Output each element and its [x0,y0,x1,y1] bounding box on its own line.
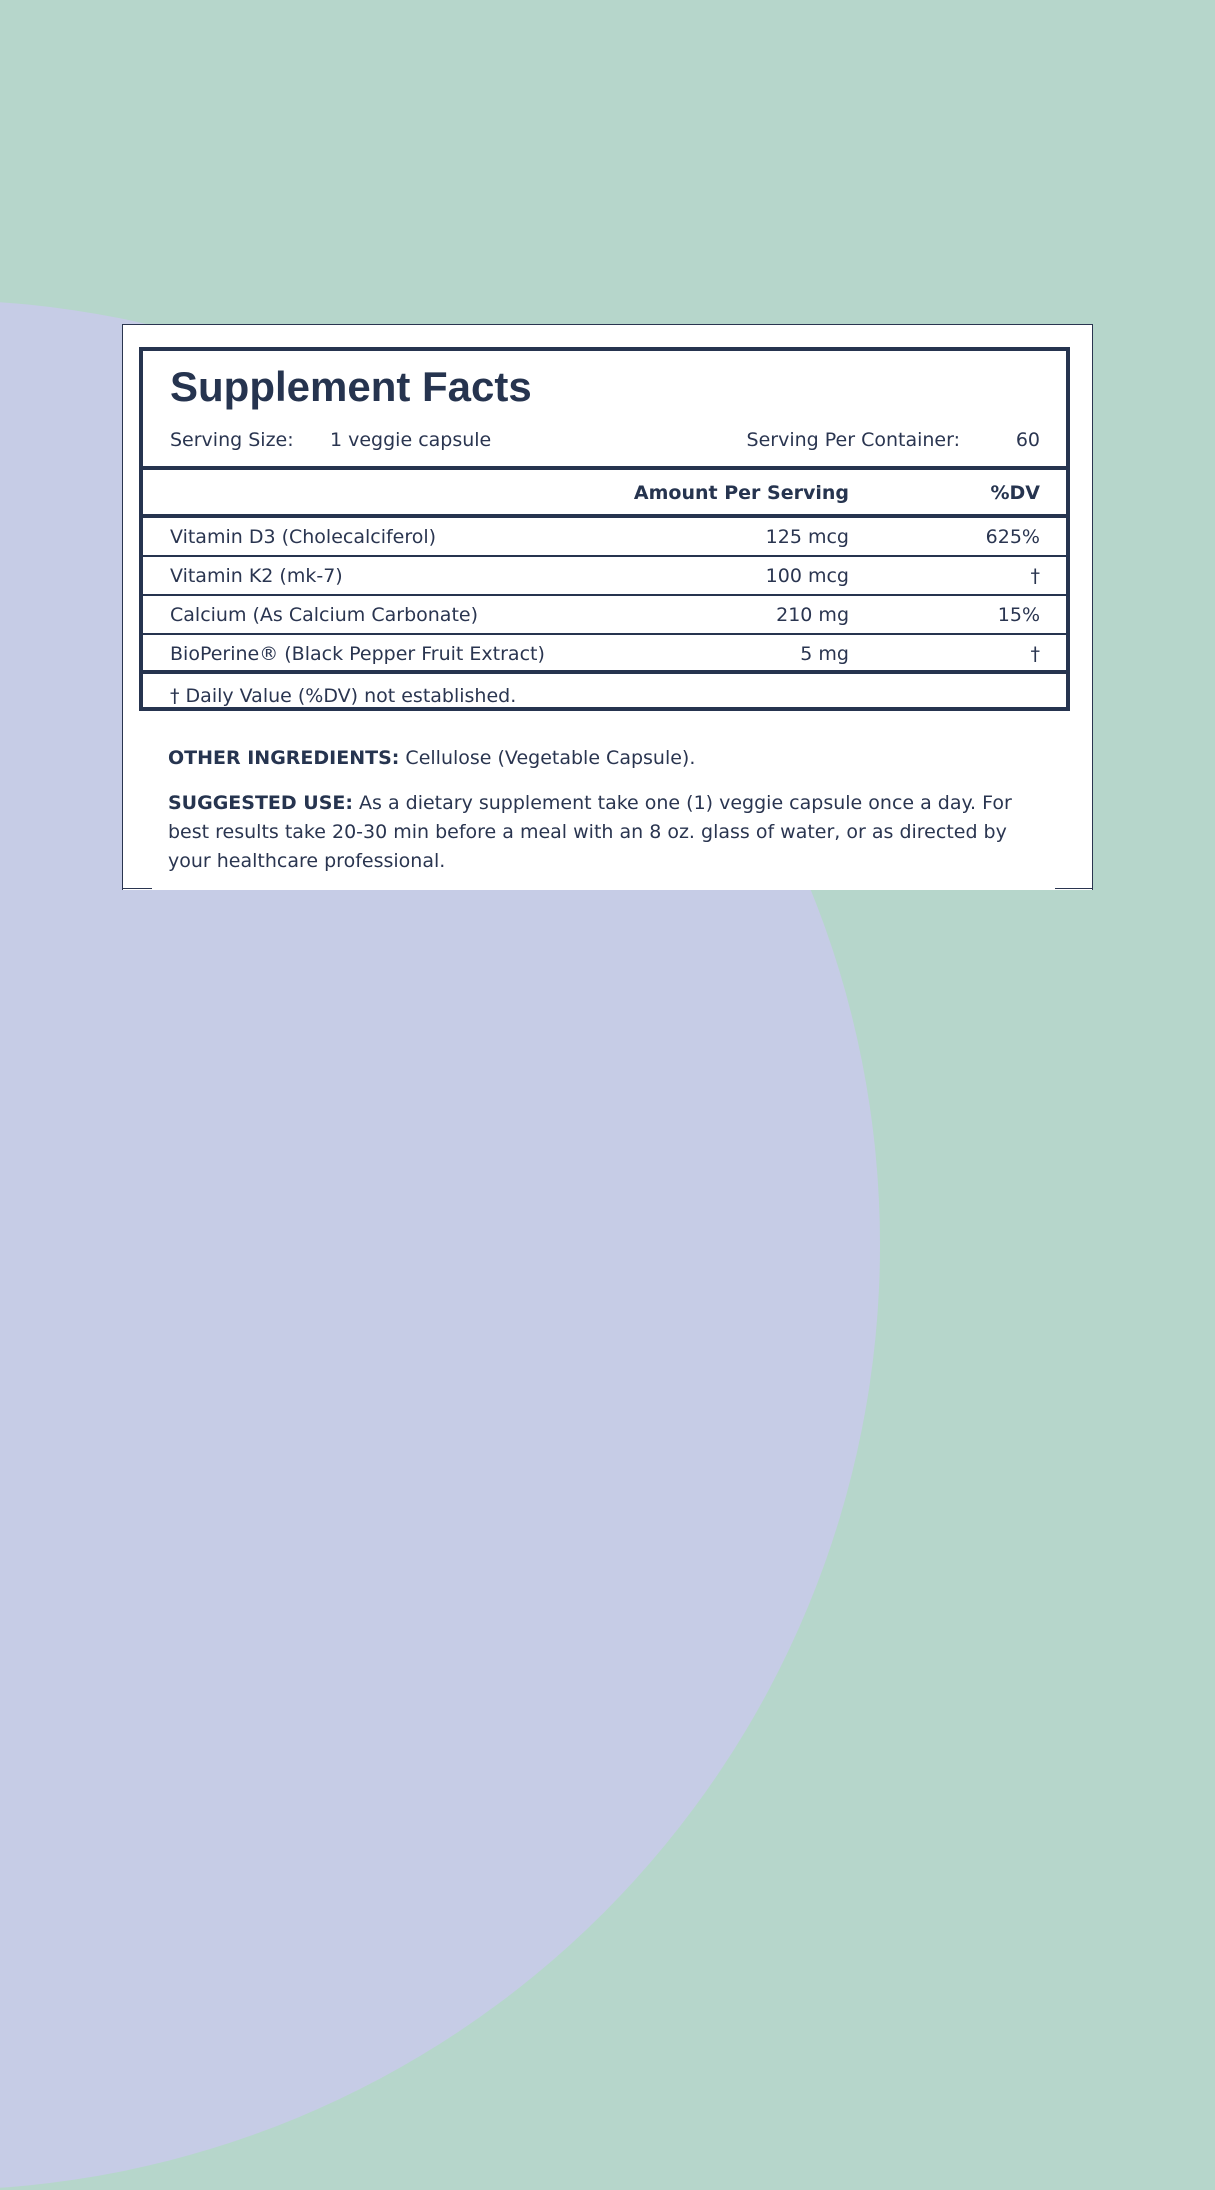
ingredient-amount: 125 mcg [765,526,849,548]
servings-per-container-value: 60 [1015,429,1040,451]
ingredient-name: BioPerine® (Black Pepper Fruit Extract) [170,643,545,665]
panel-title: Supplement Facts [170,363,532,410]
ingredient-dv: 625% [985,526,1040,548]
card-bottom-edge-right [1055,888,1093,889]
ingredient-amount: 100 mcg [765,565,849,587]
ingredient-dv: † [1030,565,1040,587]
suggested-use [168,789,1048,876]
ingredient-amount: 5 mg [800,643,849,665]
table-row [143,635,1066,674]
other-ingredients [168,744,1048,773]
table-row [143,596,1066,635]
ingredient-name: Calcium (As Calcium Carbonate) [170,604,478,626]
serving-size-value: 1 veggie capsule [330,429,492,451]
other-ingredients-label: OTHER INGREDIENTS: [168,747,400,769]
serving-size-label: Serving Size: [170,429,294,451]
table-header [143,466,1066,518]
servings-per-container-label: Serving Per Container: [746,429,960,451]
ingredient-name: Vitamin K2 (mk-7) [170,565,343,587]
table-row [143,557,1066,596]
other-ingredients-text: Cellulose (Vegetable Capsule). [399,747,696,769]
ingredient-amount: 210 mg [776,604,849,626]
column-header-dv: %DV [990,482,1040,504]
table-row [143,518,1066,557]
supplement-label-card [122,324,1093,890]
card-bottom-edge-left [122,888,152,889]
ingredient-dv: † [1030,643,1040,665]
ingredient-name: Vitamin D3 (Cholecalciferol) [170,526,437,548]
suggested-use-text: As a dietary supplement take one (1) veggie capsule once a day. For best results take 20-30 min before a meal with an 8 oz. glass of water, or as directed by your healthcare professional. [168,792,1012,872]
ingredient-dv: 15% [997,604,1040,626]
supplement-facts-panel [139,347,1070,711]
suggested-use-label: SUGGESTED USE: [168,792,353,814]
daily-value-footnote: † Daily Value (%DV) not established. [170,685,517,707]
column-header-amount: Amount Per Serving [633,482,849,504]
